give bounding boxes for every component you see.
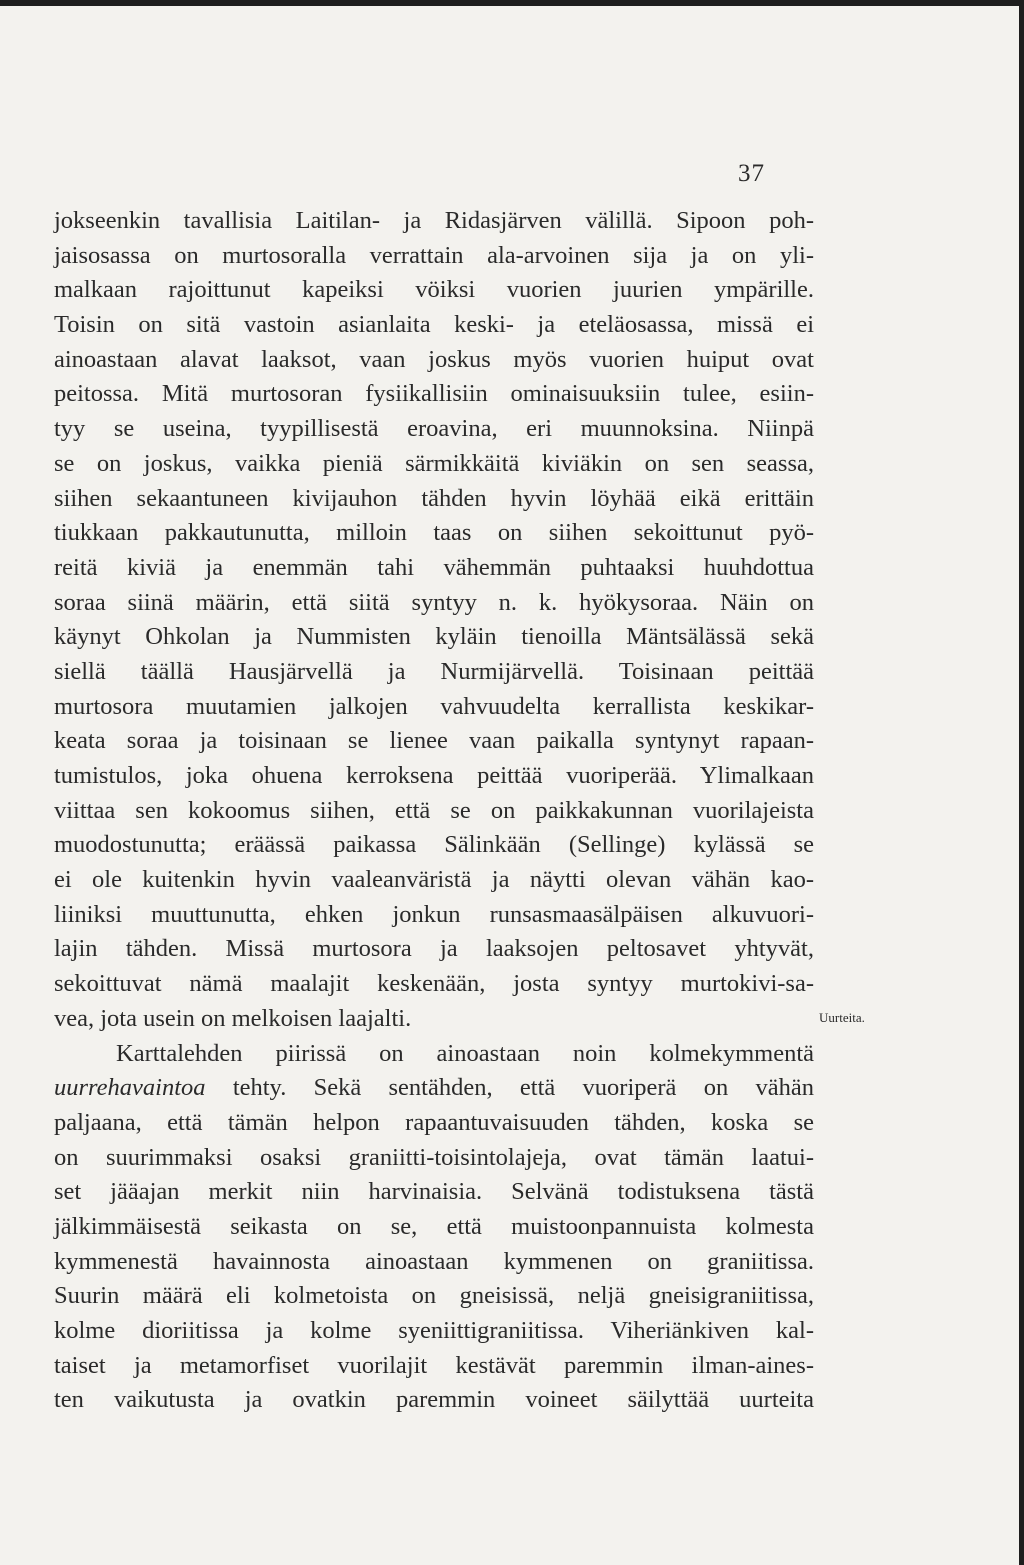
text-line: tyy se useina, tyypillisestä eroavina, eri muunnoksina. Niinpä — [54, 415, 814, 443]
text-line: reitä kiviä ja enemmän tahi vähemmän puhtaaksi huuhdottua — [54, 553, 814, 581]
text-line: vea, jota usein on melkoisen laajalti. — [54, 1004, 412, 1032]
text-line: taiset ja metamorfiset vuorilajit kestävät paremmin ilman-aines- — [54, 1351, 814, 1379]
text-line: siihen sekaantuneen kivijauhon tähden hyvin löyhää eikä erittäin — [54, 484, 814, 512]
text-line: kolme dioriitissa ja kolme syeniittigraniitissa. Viheriänkiven kal- — [54, 1317, 814, 1344]
margin-note: Uurteita. — [819, 1010, 865, 1025]
scan-top-edge — [0, 0, 1024, 6]
text-line: tiukkaan pakkautunutta, milloin taas on siihen sekoittunut pyö- — [54, 519, 814, 547]
text-line: peitossa. Mitä murtosoran fysiikallisiin ominaisuuksiin tulee, esiin- — [54, 380, 814, 408]
text-line: ten vaikutusta ja ovatkin paremmin voineet säilyttää uurteita — [54, 1386, 814, 1414]
text-line: uurrehavaintoa tehty. Sekä sentähden, että vuoriperä on vähän — [54, 1074, 814, 1102]
text-line: soraa siinä määrin, että siitä syntyy n. k. hyökysoraa. Näin on — [54, 588, 814, 616]
text-line: Toisin on sitä vastoin asianlaita keski- ja eteläosassa, missä ei — [54, 311, 814, 339]
text-line: malkaan rajoittunut kapeiksi vöiksi vuorien juurien ympärille. — [54, 276, 814, 304]
text-line: liiniksi muuttunutta, ehken jonkun runsasmaasälpäisen alkuvuori- — [54, 900, 814, 928]
text-line: set jääajan merkit niin harvinaisia. Selvänä todistuksena tästä — [54, 1178, 814, 1206]
text-line: paljaana, että tämän helpon rapaantuvaisuuden tähden, koska se — [54, 1108, 814, 1136]
text-line: tumistulos, joka ohuena kerroksena peittää vuoriperää. Ylimalkaan — [54, 762, 814, 789]
text-line: jaisosassa on murtosoralla verrattain ala-arvoinen sija ja on yli- — [54, 241, 814, 269]
page-number: 37 — [738, 160, 765, 187]
italic-term: uurrehavaintoa — [54, 1074, 206, 1102]
text-line: murtosora muutamien jalkojen vahvuudelta kerrallista keskikar- — [54, 692, 814, 720]
text-line: ei ole kuitenkin hyvin vaaleanväristä ja näytti olevan vähän kao- — [54, 866, 814, 894]
text-line: sekoittuvat nämä maalajit keskenään, josta syntyy murtokivi-sa- — [54, 970, 814, 998]
text-line: keata soraa ja toisinaan se lienee vaan paikalla syntynyt rapaan- — [54, 727, 814, 755]
text-line: lajin tähden. Missä murtosora ja laaksojen peltosavet yhtyvät, — [54, 935, 814, 963]
text-line: jälkimmäisestä seikasta on se, että muistoonpannuista kolmesta — [54, 1212, 814, 1240]
paragraph-start-line: Karttalehden piirissä on ainoastaan noin kolmekymmentä — [116, 1039, 814, 1067]
text-line: viittaa sen kokoomus siihen, että se on paikkakunnan vuorilajeista — [54, 796, 814, 824]
text-line: se on joskus, vaikka pieniä särmikkäitä kiviäkin on sen seassa, — [54, 449, 814, 477]
scan-right-edge — [1019, 0, 1024, 1565]
text-line: kymmenestä havainnosta ainoastaan kymmenen on graniitissa. — [54, 1247, 814, 1275]
text-line: siellä täällä Hausjärvellä ja Nurmijärvellä. Toisinaan peittää — [54, 657, 814, 685]
text-line: Suurin määrä eli kolmetoista on gneisissä, neljä gneisigraniitissa, — [54, 1282, 814, 1310]
text-line: käynyt Ohkolan ja Nummisten kyläin tienoilla Mäntsälässä sekä — [54, 623, 814, 651]
text-line: jokseenkin tavallisia Laitilan- ja Ridasjärven välillä. Sipoon poh- — [54, 207, 814, 234]
text-line: on suurimmaksi osaksi graniitti-toisintolajeja, ovat tämän laatui- — [54, 1143, 814, 1171]
text-line: ainoastaan alavat laaksot, vaan joskus myös vuorien huiput ovat — [54, 345, 814, 373]
body-text — [54, 204, 814, 1418]
text-line: muodostunutta; eräässä paikassa Sälinkään (Sellinge) kylässä se — [54, 831, 814, 859]
